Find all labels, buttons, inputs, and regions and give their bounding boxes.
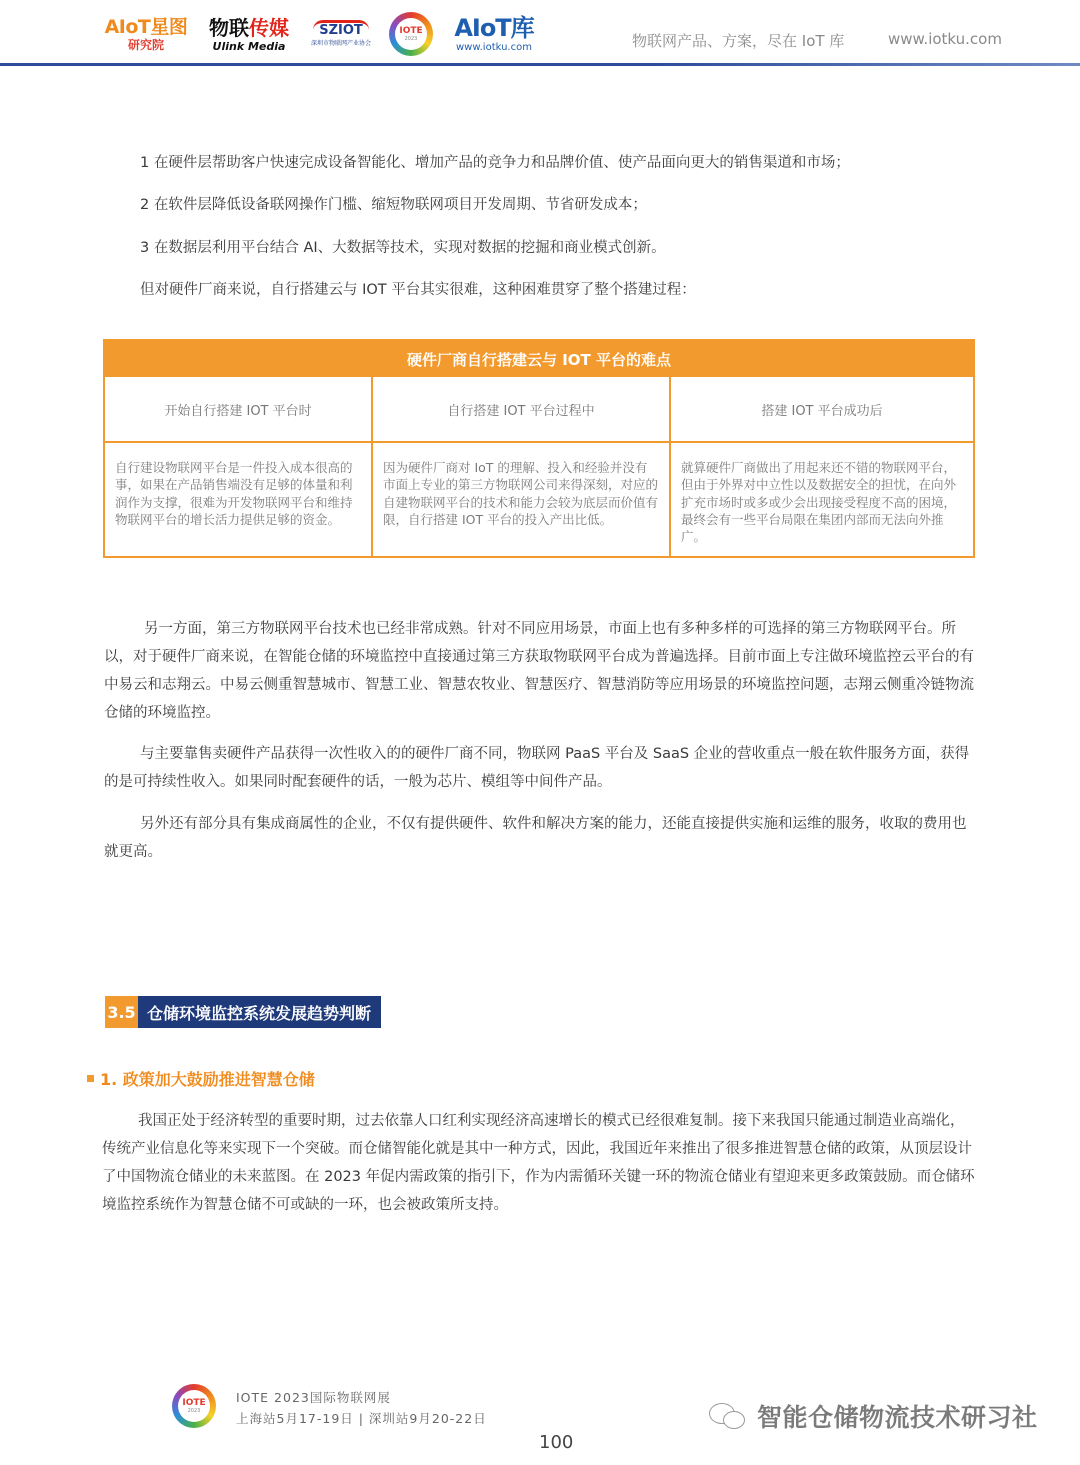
table-cell: 自行建设物联网平台是一件投入成本很高的事，如果在产品销售端没有足够的体量和利润作为支撑，很难为开发物联网平台和维持物联网平台的增长活力提供足够的资金。 [105, 443, 373, 556]
intro-list-item-2: 2 在软件层降低设备联网操作门槛、缩短物联网项目开发周期、节省研发成本； [140, 197, 647, 213]
footer-expo-dates: 上海站5月17-19日 | 深圳站9月20-22日 [236, 1411, 487, 1426]
section-heading [105, 996, 381, 1028]
aiot-research-logo: AIoT星图 研究院 [104, 16, 188, 52]
difficulty-table [103, 339, 975, 558]
table-title: 硬件厂商自行搭建云与 IOT 平台的难点 [105, 341, 973, 377]
iote-logo: IOTE 2023 [388, 12, 434, 56]
iote-footer-logo: IOTE 2023 [172, 1384, 216, 1428]
header-slogan: 物联网产品、方案，尽在 IoT 库 [632, 32, 845, 50]
header-divider [0, 63, 1080, 66]
table-header-cell: 自行搭建 IOT 平台过程中 [373, 377, 671, 441]
section-number: 3.5 [105, 996, 138, 1028]
table-header-cell: 搭建 IOT 平台成功后 [761, 403, 883, 419]
page-number: 100 [539, 1432, 574, 1453]
table-cell: 因为硬件厂商对 IoT 的理解、投入和经验并没有市面上专业的第三方物联网公司来得深刻，对应的自建物联网平台的技术和能力会较为底层而价值有限，自行搭建 IOT 平台的投入产出比低。 [373, 443, 671, 556]
aiotku-logo: AIoT库 www.iotku.com [454, 14, 534, 53]
table-header-cell: 开始自行搭建 IOT 平台时 [105, 377, 373, 441]
ulink-media-logo: 物联传媒 Ulink Media [209, 15, 289, 53]
footer-expo-title: IOTE 2023国际物联网展 [236, 1390, 391, 1405]
sziot-logo: SZIOT 深圳市物联网产业协会 [306, 12, 376, 56]
table-row [105, 443, 973, 556]
body-paragraph: 另一方面，第三方物联网平台技术也已经非常成熟。针对不同应用场景，市面上也有多种多样的可选择的第三方物联网平台。所以，对于硬件厂商来说，在智能仓储的环境监控中直接通过第三方获取物联网平台成为普遍选择。目前市面上专注做环境监控云平台的有中易云和志翔云。中易云侧重智慧城市、智慧工业、智慧农牧业、智慧医疗、智慧消防等应用场景的环境监控问题，志翔云侧重冷链物流仓储的环境监控。 [104, 621, 974, 721]
subsection-heading: 1. 政策加大鼓励推进智慧仓储 [87, 1066, 315, 1090]
square-bullet-icon [87, 1075, 94, 1082]
intro-lead-sentence: 但对硬件厂商来说，自行搭建云与 IOT 平台其实很难，这种困难贯穿了整个搭建过程： [140, 282, 696, 298]
subsection-paragraph: 我国正处于经济转型的重要时期，过去依靠人口红利实现经济高速增长的模式已经很难复制。接下来我国只能通过制造业高端化，传统产业信息化等来实现下一个突破。而仓储智能化就是其中一种方式，因此，我国近年来推出了很多推进智慧仓储的政策，从顶层设计了中国物流仓储业的未来蓝图。在 2023 年促内需政策的指引下，作为内需循环关键一环的物流仓储业有望迎来更多政策鼓励。而仓储环境监控系统作为智慧仓储不可或缺的一环，也会被政策所支持。 [102, 1113, 975, 1213]
section-title: 仓储环境监控系统发展趋势判断 [138, 996, 381, 1028]
table-cell: 就算硬件厂商做出了用起来还不错的物联网平台，但由于外界对中立性以及数据安全的担忧，在向外扩充市场时或多或少会出现接受程度不高的困境，最终会有一些平台局限在集团内部而无法向外推广。 [681, 460, 957, 545]
page-header [0, 0, 1080, 70]
wechat-watermark: 智能仓储物流技术研习社 [709, 1398, 1038, 1434]
wechat-icon [709, 1403, 747, 1429]
body-paragraph: 与主要靠售卖硬件产品获得一次性收入的的硬件厂商不同，物联网 PaaS 平台及 SaaS 企业的营收重点一般在软件服务方面，获得的是可持续性收入。如果同时配套硬件的话，一般为芯片、模组等中间件产品。 [104, 746, 970, 790]
header-url: www.iotku.com [888, 30, 1002, 48]
intro-list-item-1: 1 在硬件层帮助客户快速完成设备智能化、增加产品的竞争力和品牌价值、使产品面向更大的销售渠道和市场； [140, 155, 850, 171]
body-paragraph: 另外还有部分具有集成商属性的企业，不仅有提供硬件、软件和解决方案的能力，还能直接提供实施和运维的服务，收取的费用也就更高。 [104, 816, 967, 860]
intro-list-item-3: 3 在数据层利用平台结合 AI、大数据等技术，实现对数据的挖掘和商业模式创新。 [140, 240, 666, 256]
table-header-row [105, 377, 973, 443]
